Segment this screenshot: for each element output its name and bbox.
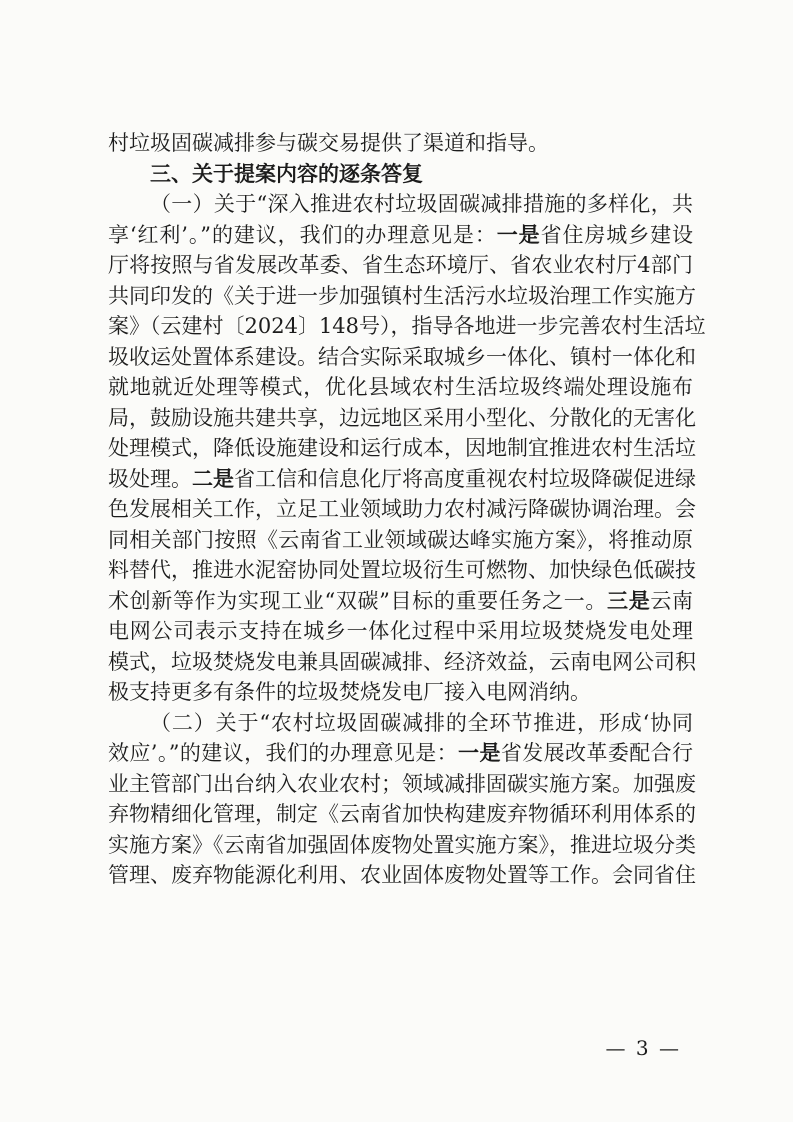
paragraph-line: 色发展相关工作，立足工业领域助力农村减污降碳协调治理。会 [108,497,696,521]
paragraph-line: 就地就近处理等模式，优化县域农村生活垃圾终端处理设施布 [108,375,693,399]
paragraph-line: 模式，垃圾焚烧发电兼具固碳减排、经济效益，云南电网公司积 [108,649,696,674]
paragraph-line: 共同印发的《关于进一步加强镇村生活污水垃圾治理工作实施方 [108,283,696,308]
paragraph-line: 厅将按照与省发展改革委、省生态环境厅、省农业农村厅4部门 [108,253,693,277]
paragraph-line: （一）关于“深入推进农村垃圾固碳减排措施的多样化，共 [150,192,693,216]
body-text [108,128,706,891]
paragraph-line: 圾收运处置体系建设。结合实际采取城乡一体化、镇村一体化和 [108,344,696,369]
paragraph-line: 电网公司表示支持在城乡一体化过程中采用垃圾焚烧发电处理 [108,619,693,643]
section-heading: 三、关于提案内容的逐条答复 [150,161,423,186]
paragraph-line: 实施方案》《云南省加强固体废物处置实施方案》，推进垃圾分类 [108,832,696,857]
paragraph-line: 管理、废弃物能源化利用、农业固体废物处置等工作。会同省住 [108,863,696,887]
paragraph-line: 同相关部门按照《云南省工业领域碳达峰实施方案》，将推动原 [108,527,693,552]
paragraph-line: 料替代，推进水泥窑协同处置垃圾衍生可燃物、加快绿色低碳技 [108,558,696,582]
paragraph-line: 弃物精细化管理，制定《云南省加快构建废弃物循环利用体系的 [108,802,696,826]
paragraph-line: 处理模式，降低设施建设和运行成本，因地制宜推进农村生活垃 [108,436,696,460]
paragraph-line: 局，鼓励设施共建共享，边远地区采用小型化、分散化的无害化 [108,405,696,430]
paragraph-line: 极支持更多有条件的垃圾焚烧发电厂接入电网消纳。 [108,680,591,704]
paragraph-line: 效应’。”的建议，我们的办理意见是：一是省发展改革委配合行 [108,741,694,765]
emphasis-text: 一是 [496,222,541,247]
paragraph-line: 村垃圾固碳减排参与碳交易提供了渠道和指导。 [108,131,549,155]
emphasis-text: 一是 [458,741,501,765]
emphasis-text: 三是 [607,588,651,613]
paragraph-line: 圾处理。二是省工信和信息化厅将高度重视农村垃圾降碳促进绿 [108,466,696,491]
paragraph-line: 术创新等作为实现工业“双碳”目标的重要任务之一。三是云南 [108,588,694,613]
paragraph-line: 业主管部门出台纳入农业农村；领域减排固碳实施方案。加强废 [108,771,696,796]
emphasis-text: 二是 [192,466,234,491]
page-number: — 3 — [605,1036,681,1060]
paragraph-line: 案》（云建村〔2024〕148号），指导各地进一步完善农村生活垃 [108,314,706,338]
paragraph-line: 享‘红利’。”的建议，我们的办理意见是：一是省住房城乡建设 [108,222,694,247]
paragraph-line: （二）关于“农村垃圾固碳减排的全环节推进，形成‘协同 [150,710,693,735]
